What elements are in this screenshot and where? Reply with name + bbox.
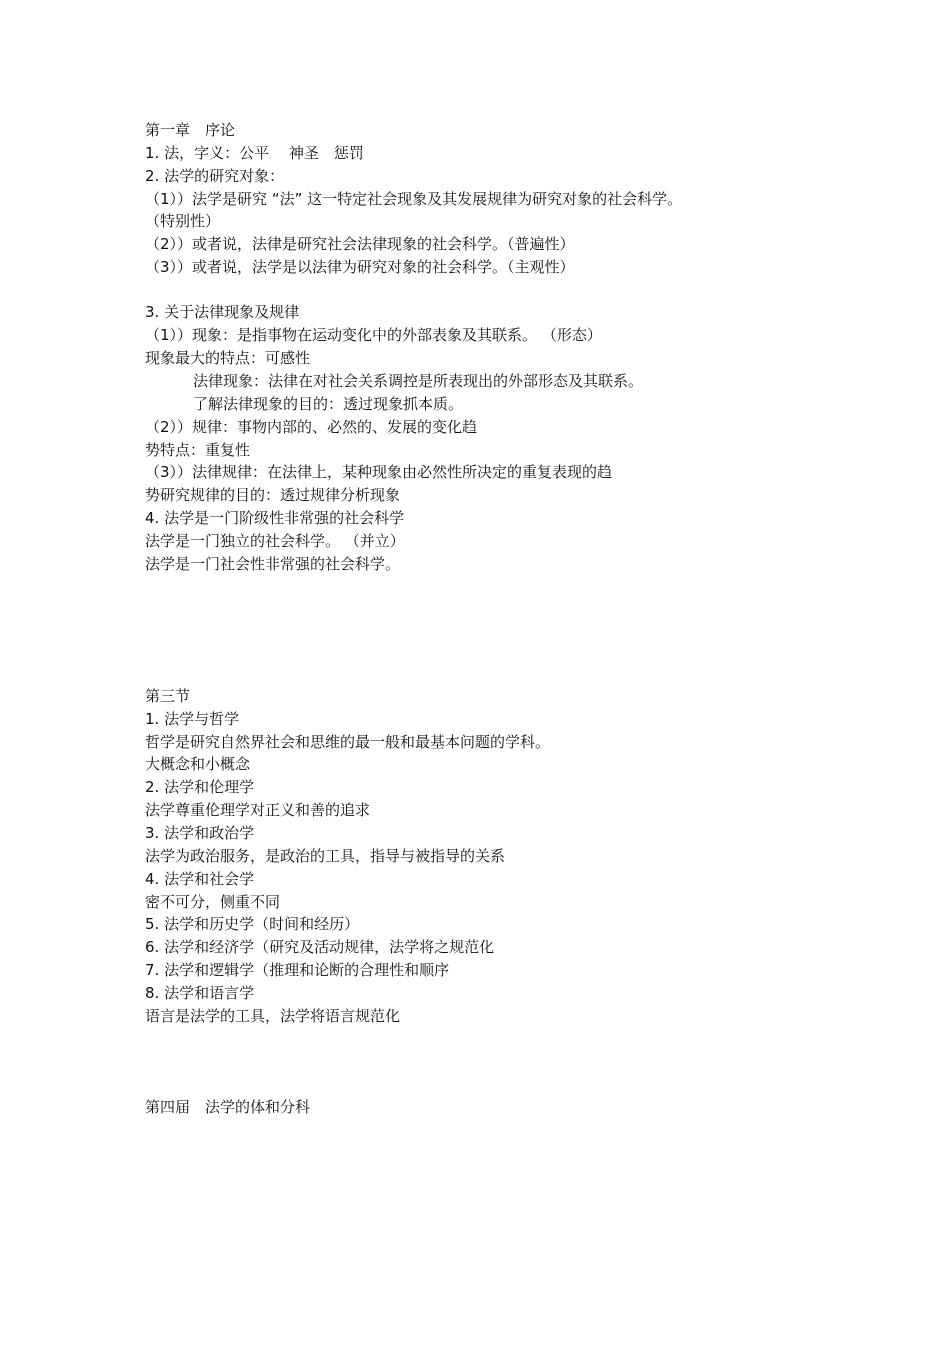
text-line: 6. 法学和经济学（研究及活动规律，法学将之规范化 [145, 938, 495, 956]
section-heading: 3. 关于法律现象及规律 [145, 303, 300, 321]
text-line: （3））法律规律：在法律上，某种现象由必然性所决定的重复表现的趋 [145, 463, 613, 481]
text-line: （1））现象：是指事物在运动变化中的外部表象及其联系。 （形态） [145, 326, 602, 344]
text-line: 大概念和小概念 [145, 755, 251, 773]
text-line: 法学为政治服务，是政治的工具，指导与被指导的关系 [145, 847, 506, 865]
text-line: 3. 法学和政治学 [145, 824, 255, 842]
text-line: 2. 法学的研究对象： [145, 167, 285, 185]
text-line: 语言是法学的工具，法学将语言规范化 [145, 1007, 401, 1025]
text-line: 5. 法学和历史学（时间和经历） [145, 915, 360, 933]
section-heading: 第四届 法学的体和分科 [145, 1098, 311, 1116]
text-line: 哲学是研究自然界社会和思维的最一般和最基本问题的学科。 [145, 733, 551, 751]
text-line: 法学是一门独立的社会科学。 （并立） [145, 532, 405, 550]
text-line: 密不可分，侧重不同 [145, 893, 281, 911]
text-line: （2））或者说，法律是研究社会法律现象的社会科学。（普遍性） [145, 235, 575, 253]
indented-text-line: 了解法律现象的目的：透过现象抓本质。 [193, 395, 464, 413]
indented-text-line: 法律现象：法律在对社会关系调控是所表现出的外部形态及其联系。 [193, 372, 644, 390]
text-line: （1））法学是研究 “法” 这一特定社会现象及其发展规律为研究对象的社会科学。 [145, 190, 683, 208]
text-line: （特别性） [145, 212, 221, 230]
text-line: （3））或者说，法学是以法律为研究对象的社会科学。（主观性） [145, 258, 575, 276]
chapter-heading: 第一章 序论 [145, 121, 236, 139]
text-line: 势特点：重复性 [145, 441, 251, 459]
text-line: 7. 法学和逻辑学（推理和论断的合理性和顺序 [145, 961, 450, 979]
text-line: 现象最大的特点：可感性 [145, 349, 311, 367]
text-line: 4. 法学是一门阶级性非常强的社会科学 [145, 509, 405, 527]
text-line: 法学是一门社会性非常强的社会科学。 [145, 555, 401, 573]
section-heading: 第三节 [145, 687, 191, 705]
text-line: 2. 法学和伦理学 [145, 778, 255, 796]
text-line: 1. 法学与哲学 [145, 710, 240, 728]
text-line: 法学尊重伦理学对正义和善的追求 [145, 801, 371, 819]
text-line: 势研究规律的目的：透过规律分析现象 [145, 486, 401, 504]
text-line: （2））规律：事物内部的、必然的、发展的变化趋 [145, 418, 478, 436]
text-line: 1. 法，字义：公平 神圣 惩罚 [145, 144, 364, 162]
text-line: 8. 法学和语言学 [145, 984, 255, 1002]
text-line: 4. 法学和社会学 [145, 870, 255, 888]
